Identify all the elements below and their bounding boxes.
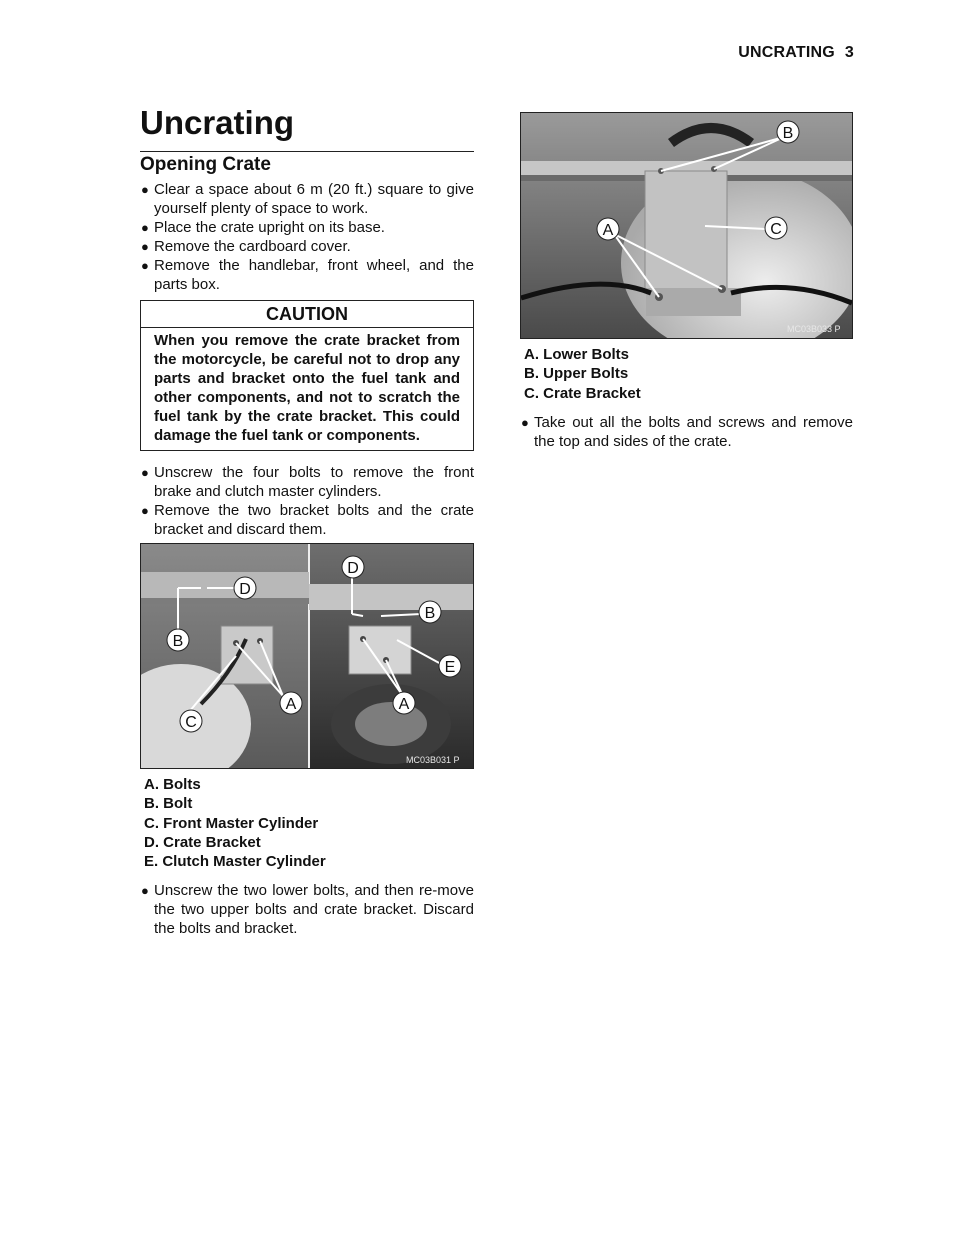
callout-c-left: [180, 710, 202, 732]
callout-a-left: [280, 692, 302, 714]
figure-1-legend: [144, 775, 474, 871]
callout-d-left: [234, 577, 256, 599]
svg-text:C: C: [770, 221, 782, 238]
callout-a: [597, 218, 619, 240]
bullet-dot: ●: [141, 883, 149, 899]
list-item: ● Remove the handlebar, front wheel, and the parts box.: [141, 257, 474, 293]
header-section: UNCRATING: [738, 44, 835, 61]
left-column: [140, 103, 474, 938]
legend-item: A. Bolts: [144, 776, 201, 793]
figure-2-legend: [524, 345, 853, 403]
page-title: Uncrating: [140, 104, 295, 141]
right-column: [520, 112, 853, 451]
svg-text:B: B: [782, 125, 794, 142]
svg-text:A: A: [398, 696, 410, 713]
svg-text:E: E: [444, 659, 456, 676]
legend-item: D. Crate Bracket: [144, 833, 261, 851]
callout-e-right: [439, 655, 461, 677]
svg-text:B: B: [424, 605, 436, 622]
callout-c: [765, 217, 787, 239]
list-item: ● Take out all the bolts and screws and remove the top and sides of the crate.: [521, 413, 853, 450]
page-number: 3: [844, 44, 854, 61]
bullet-dot: ●: [141, 182, 149, 197]
legend-item: C. Front Master Cylinder: [144, 814, 319, 832]
figure-code: MC03B033 P: [787, 324, 841, 334]
bullet-list-3: [140, 881, 474, 938]
svg-text:C: C: [185, 714, 197, 731]
svg-text:B: B: [172, 633, 184, 650]
legend-item: C. Crate Bracket: [524, 384, 641, 402]
callout-b: [777, 121, 799, 143]
bullet-dot: ●: [141, 465, 149, 480]
legend-item: A. Lower Bolts: [524, 346, 630, 363]
caution-title: CAUTION: [141, 301, 473, 328]
list-item: ● Remove the two bracket bolts and the crate bracket and discard them.: [141, 502, 474, 538]
list-item: ● Clear a space about 6 m (20 ft.) square to give yourself plenty of space to work.: [141, 181, 474, 217]
bullet-dot: ●: [141, 220, 149, 235]
bullet-list-1: [140, 180, 474, 294]
callout-a-right: [393, 692, 415, 714]
caution-text: When you remove the crate bracket from the motorcycle, be careful not to drop any parts and bracket onto the fuel tank and other components, and not to scratch the fuel tank by the crate bracket. This could damage the fuel tank or components.: [154, 332, 460, 444]
running-header: [738, 44, 854, 62]
svg-text:D: D: [347, 560, 359, 577]
photo-master-cylinders: [140, 543, 474, 769]
photo-illustration: [521, 113, 852, 338]
list-item: ● Unscrew the two lower bolts, and then re-move the two upper bolts and crate bracket. Discard the bolts and bracket.: [141, 882, 474, 938]
list-item: ● Unscrew the four bolts to remove the front brake and clutch master cylinders.: [141, 464, 474, 500]
list-item: ● Place the crate upright on its base.: [141, 219, 385, 236]
figure-code: MC03B031 P: [406, 755, 460, 765]
bullet-dot: ●: [141, 258, 149, 273]
section-heading: Opening Crate: [140, 151, 474, 177]
callout-b-right: [419, 601, 441, 623]
photo-crate-bracket: [520, 112, 853, 339]
legend-item: B. Upper Bolts: [524, 365, 629, 383]
bullet-dot: ●: [141, 503, 149, 518]
svg-text:A: A: [285, 696, 297, 713]
svg-text:A: A: [602, 222, 614, 239]
bullet-dot: ●: [141, 239, 149, 254]
bullet-list-4: [520, 413, 853, 451]
photo-illustration: [141, 544, 473, 768]
bullet-list-2: [140, 463, 474, 539]
list-item: ● Remove the cardboard cover.: [141, 238, 351, 255]
callout-b-left: [167, 629, 189, 651]
svg-text:D: D: [239, 581, 251, 598]
legend-item: E. Clutch Master Cylinder: [144, 853, 326, 871]
caution-box: [140, 300, 474, 451]
callout-d-right: [342, 556, 364, 578]
legend-item: B. Bolt: [144, 795, 193, 813]
bullet-dot: ●: [521, 414, 529, 430]
